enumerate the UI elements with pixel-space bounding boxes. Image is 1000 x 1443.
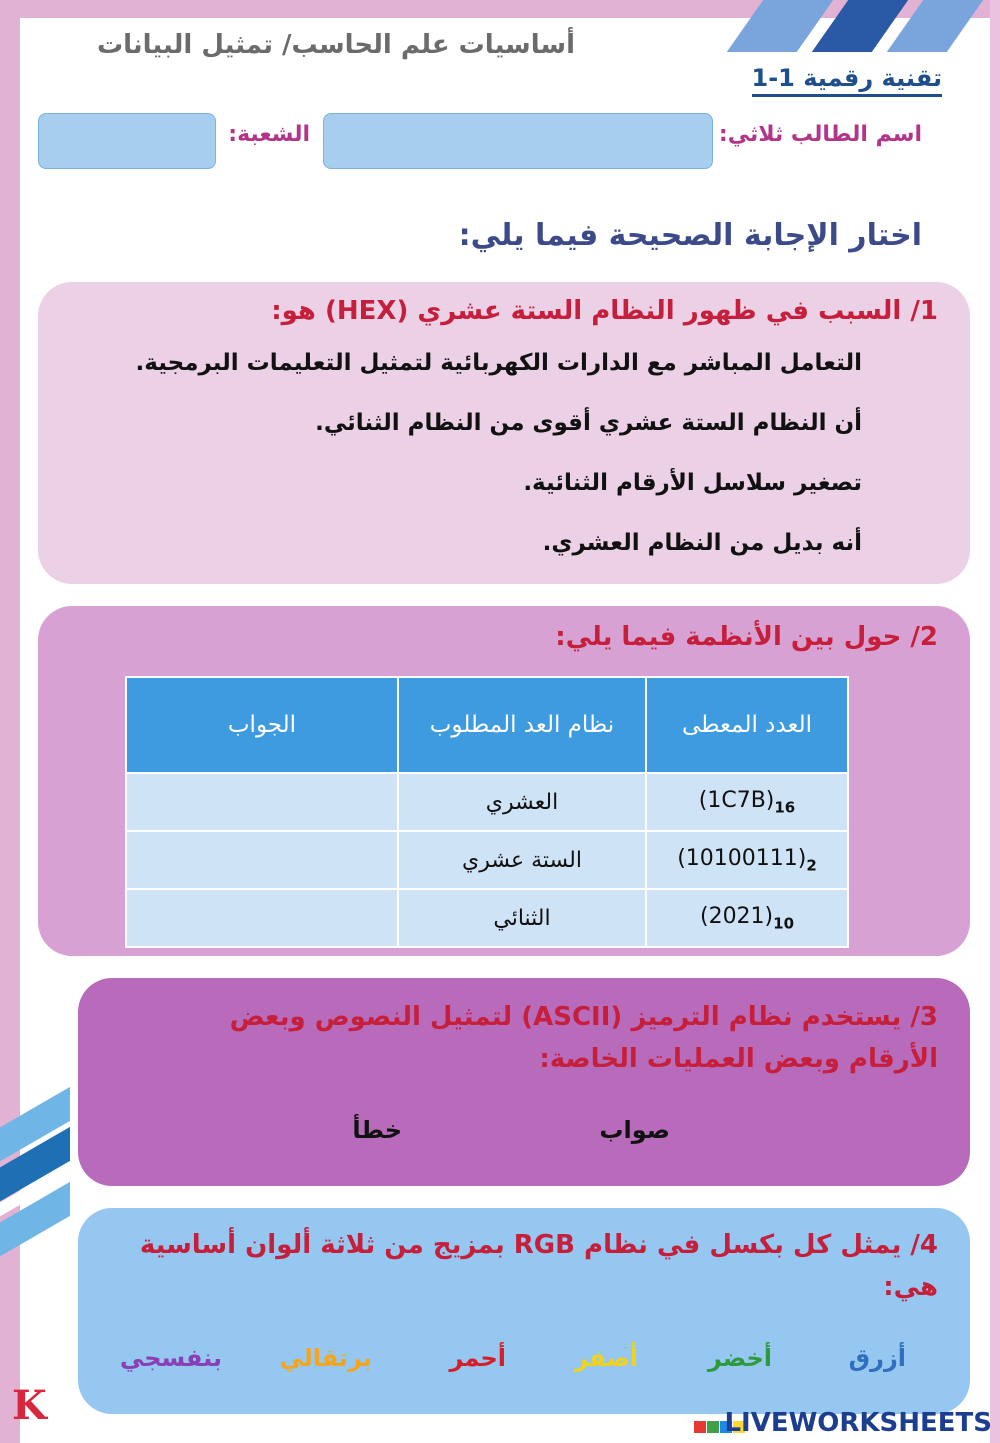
k-logo-icon: K <box>12 1382 47 1429</box>
answer-cell[interactable] <box>126 889 398 947</box>
table-row <box>126 889 848 947</box>
answer-cell[interactable] <box>126 773 398 831</box>
question-1-title: 1/ السبب في ظهور النظام الستة عشري (HEX) هو: <box>271 296 938 326</box>
color-option-purple[interactable]: بنفسجي <box>119 1344 222 1372</box>
liveworksheets-logo-icon <box>694 1411 720 1437</box>
question-4-title: 4/ يمثل كل بكسل في نظام RGB بمزيج من ثلاثة ألوان أساسية هي: <box>139 1230 938 1302</box>
header-target-system: نظام العد المطلوب <box>398 677 646 773</box>
given-number-cell: $(2021)_{10}$ <box>646 889 848 947</box>
question-1-option-4[interactable]: أنه بديل من النظام العشري. <box>542 530 862 556</box>
instruction-text: اختار الإجابة الصحيحة فيما يلي: <box>458 218 922 253</box>
question-1-option-2[interactable]: أن النظام الستة عشري أقوى من النظام الثنائي. <box>315 410 862 436</box>
answer-cell[interactable] <box>126 831 398 889</box>
color-option-yellow[interactable]: أصفر <box>574 1344 638 1372</box>
section-input[interactable] <box>38 113 216 169</box>
color-option-red[interactable]: أحمر <box>449 1344 506 1372</box>
color-option-blue[interactable]: أزرق <box>848 1344 906 1372</box>
question-1-option-1[interactable]: التعامل المباشر مع الدارات الكهربائية لتمثيل التعليمات البرمجية. <box>135 350 862 376</box>
target-system-cell: العشري <box>398 773 646 831</box>
color-option-orange[interactable]: برتقالي <box>279 1344 372 1372</box>
given-number-cell: $(1C7B)_{16}$ <box>646 773 848 831</box>
target-system-cell: الستة عشري <box>398 831 646 889</box>
section-label: الشعبة: <box>228 122 310 147</box>
color-option-green[interactable]: أخضر <box>707 1344 772 1372</box>
question-1-option-3[interactable]: تصغير سلاسل الأرقام الثنائية. <box>523 470 862 496</box>
student-name-label: اسم الطالب ثلاثي: <box>718 122 922 147</box>
true-option[interactable]: صواب <box>599 1116 670 1144</box>
header-given-number: العدد المعطى <box>646 677 848 773</box>
page-title: أساسيات علم الحاسب/ تمثيل البيانات <box>97 30 575 60</box>
table-row <box>126 773 848 831</box>
question-2-title: 2/ حول بين الأنظمة فيما يلي: <box>555 622 938 652</box>
header-answer: الجواب <box>126 677 398 773</box>
given-number-cell: $(10100111)_2$ <box>646 831 848 889</box>
table-row <box>126 831 848 889</box>
student-name-input[interactable] <box>323 113 713 169</box>
false-option[interactable]: خطأ <box>352 1116 402 1144</box>
conversion-table <box>125 676 849 948</box>
question-3-title: 3/ يستخدم نظام الترميز (ASCII) لتمثيل النصوص وبعض الأرقام وبعض العمليات الخاصة: <box>229 1002 938 1074</box>
watermark-text: LIVEWORKSHEETS <box>724 1408 992 1438</box>
right-frame-border <box>990 0 1000 1443</box>
lesson-subtitle: تقنية رقمية 1-1 <box>752 64 943 97</box>
liveworksheets-watermark <box>694 1408 992 1438</box>
target-system-cell: الثنائي <box>398 889 646 947</box>
